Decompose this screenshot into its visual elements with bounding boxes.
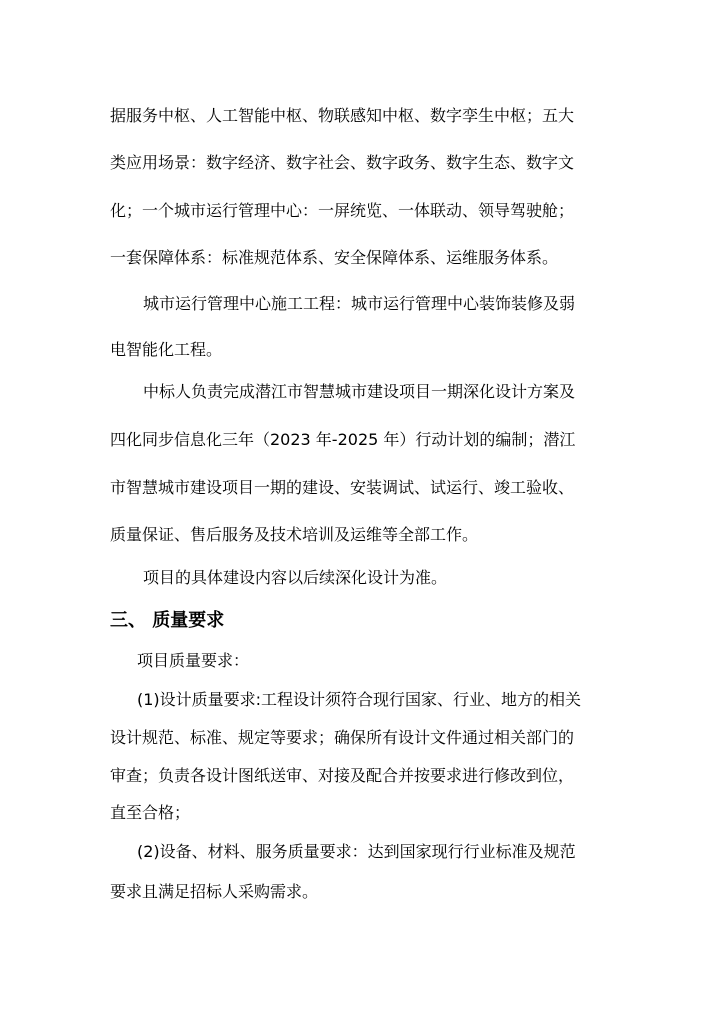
text-line: 项目质量要求： [137,651,250,670]
text-line: 审查；负责各设计图纸送审、对接及配合并按要求进行修改到位， [110,766,575,785]
section-heading: 三、 质量要求 [110,610,225,631]
text-line: 四化同步信息化三年（2023 年-2025 年）行动计划的编制；潜江 [110,430,576,449]
text-line: 项目的具体建设内容以后续深化设计为准。 [143,568,448,587]
text-line: 要求且满足招标人采购需求。 [110,882,319,901]
text-line: 一套保障体系：标准规范体系、安全保障体系、运维服务体系。 [110,248,559,267]
text-line: 设计规范、标准、规定等要求；确保所有设计文件通过相关部门的 [110,728,575,747]
text-line: 质量保证、售后服务及技术培训及运维等全部工作。 [110,525,479,544]
text-line: (1)设计质量要求:工程设计须符合现行国家、行业、地方的相关 [137,690,582,709]
text-line: 化；一个城市运行管理中心：一屏统览、一体联动、领导驾驶舱； [110,201,575,220]
text-line: 电智能化工程。 [110,340,223,359]
text-line: 据服务中枢、人工智能中枢、物联感知中枢、数字孪生中枢；五大 [110,106,575,125]
text-line: 城市运行管理中心施工工程：城市运行管理中心装饰装修及弱 [143,294,576,313]
text-line: 类应用场景：数字经济、数字社会、数字政务、数字生态、数字文 [110,153,575,172]
text-line: 直至合格； [110,803,191,822]
text-line: 中标人负责完成潜江市智慧城市建设项目一期深化设计方案及 [143,382,576,401]
text-line: (2)设备、材料、服务质量要求：达到国家现行行业标准及规范 [137,842,576,861]
text-line: 市智慧城市建设项目一期的建设、安装调试、试运行、竣工验收、 [110,478,575,497]
